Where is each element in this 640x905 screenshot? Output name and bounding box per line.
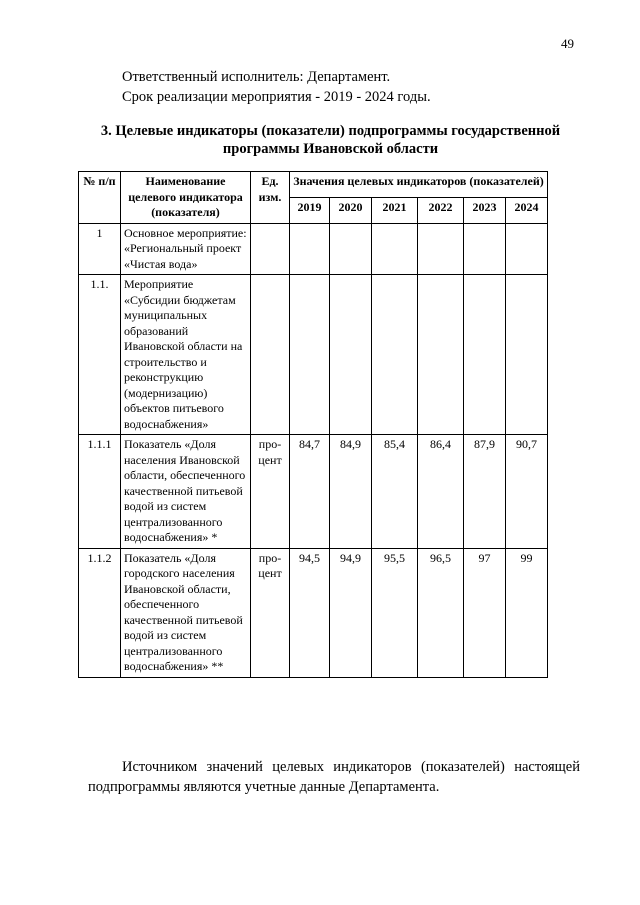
header-unit: Ед. изм. [251,172,290,224]
row-value [290,223,330,275]
row-value: 85,4 [372,435,418,549]
row-unit: про-цент [251,548,290,677]
row-value: 87,9 [464,435,506,549]
indicators-table [78,171,548,678]
row-name: Основное мероприятие: «Региональный проект «Чистая вода» [121,223,251,275]
row-name: Показатель «Доля населения Ивановской области, обеспеченного качественной питьевой водой из систем централизованного водоснабжения» * [121,435,251,549]
table-row [79,435,548,549]
table-row [79,275,548,435]
row-num: 1.1.1 [79,435,121,549]
row-name: Показатель «Доля городского населения Ивановской области, обеспеченного качественной питьевой водой из систем централизованного водоснабжения» ** [121,548,251,677]
header-name: Наименование целевого индикатора (показателя) [121,172,251,224]
row-value [372,275,418,435]
row-value: 99 [506,548,548,677]
row-value [330,275,372,435]
header-year: 2024 [506,197,548,223]
implementation-period-line: Срок реализации мероприятия - 2019 - 2024 годы. [122,89,431,105]
header-values: Значения целевых индикаторов (показателей) [290,172,548,198]
row-value: 84,7 [290,435,330,549]
header-year: 2021 [372,197,418,223]
row-value [464,275,506,435]
row-value [290,275,330,435]
row-value [330,223,372,275]
row-num: 1 [79,223,121,275]
header-num: № п/п [79,172,121,224]
header-year: 2020 [330,197,372,223]
row-value: 90,7 [506,435,548,549]
row-unit [251,223,290,275]
row-value: 97 [464,548,506,677]
header-year: 2023 [464,197,506,223]
row-value: 95,5 [372,548,418,677]
row-value: 94,5 [290,548,330,677]
row-value: 94,9 [330,548,372,677]
row-unit: про-цент [251,435,290,549]
row-value: 84,9 [330,435,372,549]
row-value [506,223,548,275]
responsible-executor-line: Ответственный исполнитель: Департамент. [122,69,391,85]
header-year: 2019 [290,197,330,223]
row-value [418,275,464,435]
source-note-text: Источником значений целевых индикаторов (показателей) настоящей подпрограммы являются учетные данные Департамента. [88,759,580,795]
header-year: 2022 [418,197,464,223]
row-value [464,223,506,275]
table-row [79,223,548,275]
source-note [88,757,580,797]
table-row [79,548,548,677]
row-value: 86,4 [418,435,464,549]
row-value [506,275,548,435]
row-num: 1.1.2 [79,548,121,677]
row-value: 96,5 [418,548,464,677]
row-name: Мероприятие «Субсидии бюджетам муниципальных образований Ивановской области на строительство и реконструкцию (модернизацию) объектов питьевого водоснабжения» [121,275,251,435]
row-value [372,223,418,275]
row-unit [251,275,290,435]
row-num: 1.1. [79,275,121,435]
row-value [418,223,464,275]
page-number: 49 [561,36,574,51]
section-title: 3. Целевые индикаторы (показатели) подпрограммы государственной программы Ивановской области [100,123,561,157]
